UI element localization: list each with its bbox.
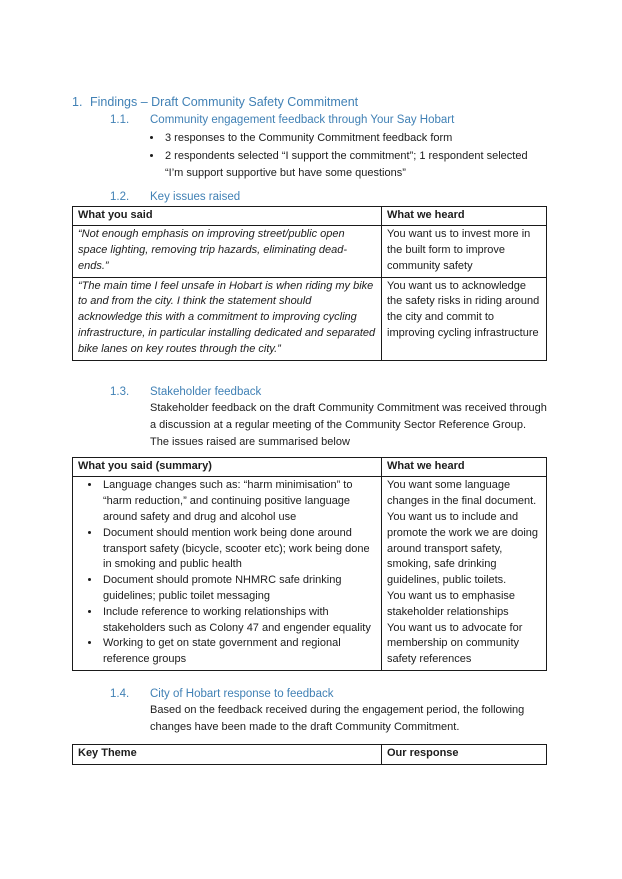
- table-header-row: [73, 206, 547, 226]
- header-key-theme: Key Theme: [73, 745, 382, 765]
- heading-stakeholder-feedback: [72, 385, 547, 400]
- key-issues-table: [72, 206, 547, 361]
- stakeholder-feedback-table: [72, 457, 547, 671]
- table-row: [73, 226, 547, 277]
- table-header-row: [73, 457, 547, 477]
- heading-title: Community engagement feedback through Your Say Hobart: [150, 114, 455, 126]
- heading-number: 1.4.: [110, 688, 130, 701]
- heading-title: Findings – Draft Community Safety Commitment: [90, 95, 359, 109]
- list-item: • 3 responses to the Community Commitment feedback form: [163, 130, 547, 148]
- heading-title: Stakeholder feedback: [150, 385, 262, 398]
- said-cell: “Not enough emphasis on improving street/public open space lighting, removing trip hazards, eliminating dead-ends.”: [73, 226, 382, 277]
- heard-statement: You want us to emphasise stakeholder relationships: [387, 590, 516, 618]
- list-item: • Working to get on state government and regional reference groups: [101, 636, 376, 668]
- stakeholder-feedback-paragraph: Stakeholder feedback on the draft Community Commitment was received through a discussion at a regular meeting of the Community Sector Reference Group. The issues raised are summarised below: [150, 401, 547, 448]
- list-item: • 2 respondents selected “I support the commitment”; 1 respondent selected “I’m support supportive but have some questions”: [163, 148, 547, 183]
- list-item: • Document should mention work being done around transport safety (bicycle, scooter etc); work being done in smoking and public health: [101, 526, 376, 573]
- header-what-you-said-summary: What you said (summary): [73, 457, 382, 477]
- heading-number: 1.2.: [110, 190, 130, 203]
- said-summary-bullet-list: [78, 478, 376, 668]
- heading-key-issues-raised: [72, 190, 547, 205]
- heading-city-response: [72, 687, 547, 702]
- header-what-you-said: What you said: [73, 206, 382, 226]
- heard-cell: You want us to acknowledge the safety risks in riding around the city and commit to improving cycling infrastructure: [382, 277, 547, 360]
- heard-cell: You want us to invest more in the built form to improve community safety: [382, 226, 547, 277]
- heard-statement: You want some language changes in the final document.: [387, 479, 537, 508]
- heading-title: City of Hobart response to feedback: [150, 688, 334, 701]
- engagement-bullet-list: [146, 130, 547, 183]
- header-what-we-heard: What we heard: [382, 457, 547, 477]
- heading-number: 1.1.: [110, 114, 130, 126]
- said-cell: “The main time I feel unsafe in Hobart is when riding my bike to and from the city. I think the statement should acknowledge this with a commitment to improving cycling infrastructure, in particular installing dedicated and separated bike lanes on key routes through the city.”: [73, 277, 382, 360]
- response-table: [72, 744, 547, 765]
- heading-community-engagement-feedback: [72, 113, 547, 128]
- list-item: • Document should promote NHMRC safe drinking guidelines; public toilet messaging: [101, 573, 376, 605]
- heading-findings: [72, 95, 547, 110]
- heard-cell: [382, 477, 547, 671]
- said-summary-cell: [73, 477, 382, 671]
- header-our-response: Our response: [382, 745, 547, 765]
- heading-number: 1.: [72, 95, 83, 109]
- table-header-row: [73, 745, 547, 765]
- city-response-paragraph: Based on the feedback received during the engagement period, the following changes have been made to the draft Community Commitment.: [150, 704, 525, 734]
- header-what-we-heard: What we heard: [382, 206, 547, 226]
- table-row: [73, 477, 547, 671]
- table-row: [73, 277, 547, 360]
- heading-title: Key issues raised: [150, 190, 241, 203]
- heading-number: 1.3.: [110, 385, 130, 398]
- list-item: • Language changes such as: “harm minimisation” to “harm reduction,” and continuing positive language around safety and drug and alcohol use: [101, 478, 376, 525]
- heard-statement: You want us to advocate for membership on community safety references: [387, 621, 523, 666]
- heard-statement: You want us to include and promote the work we are doing around transport safety, smoking, safe drinking guidelines, public toilets.: [387, 511, 539, 587]
- list-item: • Include reference to working relationships with stakeholders such as Colony 47 and engender equality: [101, 605, 376, 637]
